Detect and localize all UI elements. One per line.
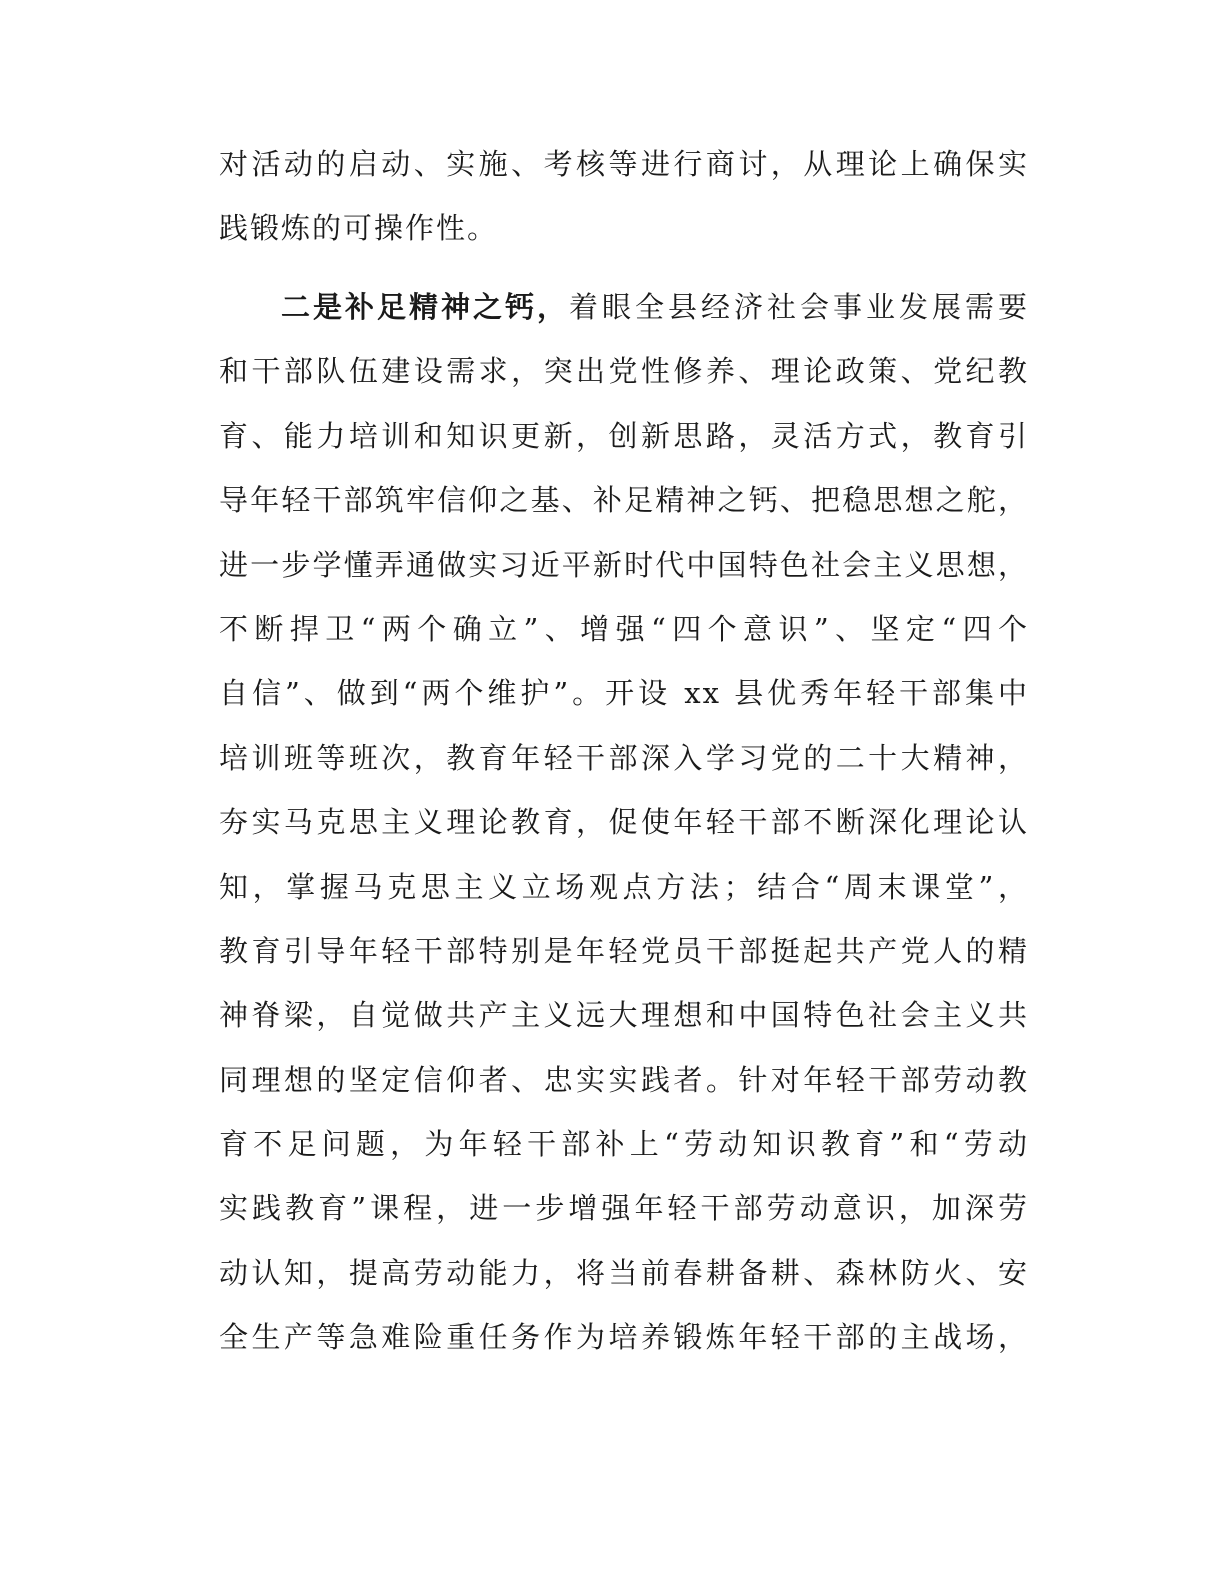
paragraph-first-line bbox=[219, 275, 1029, 339]
paragraph-line: 同理想的坚定信仰者、忠实实践者。针对年轻干部劳动教 bbox=[219, 1062, 1029, 1097]
paragraph-line: 育、能力培训和知识更新，创新思路，灵活方式，教育引 bbox=[219, 418, 1029, 453]
paragraph-line: 进一步学懂弄通做实习近平新时代中国特色社会主义思想， bbox=[219, 547, 1029, 582]
paragraph-line: 导年轻干部筑牢信仰之基、补足精神之钙、把稳思想之舵， bbox=[219, 483, 1029, 518]
paragraph-lead-heading: 二是补足精神之钙， bbox=[281, 290, 569, 324]
paragraph-line: 践锻炼的可操作性。 bbox=[219, 211, 499, 246]
paragraph-line: 神脊梁，自觉做共产主义远大理想和中国特色社会主义共 bbox=[219, 998, 1029, 1033]
paragraph-lead-text: 着眼全县经济社会事业发展需要 bbox=[569, 290, 1029, 324]
paragraph-line: 不断捍卫“两个确立”、增强“四个意识”、坚定“四个 bbox=[219, 611, 1029, 646]
paragraph-line: 动认知，提高劳动能力，将当前春耕备耕、森林防火、安 bbox=[219, 1255, 1029, 1290]
paragraph-2 bbox=[219, 275, 1029, 1370]
paragraph-1 bbox=[219, 132, 1029, 261]
paragraph-line: 知，掌握马克思主义立场观点方法；结合“周末课堂”， bbox=[219, 869, 1029, 904]
paragraph-line: 对活动的启动、实施、考核等进行商讨，从理论上确保实 bbox=[219, 147, 1029, 181]
paragraph-line: 育不足问题，为年轻干部补上“劳动知识教育”和“劳动 bbox=[219, 1127, 1029, 1162]
paragraph-line: 自信”、做到“两个维护”。开设 xx 县优秀年轻干部集中 bbox=[219, 676, 1029, 711]
paragraph-line: 夯实马克思主义理论教育，促使年轻干部不断深化理论认 bbox=[219, 805, 1029, 840]
paragraph-line: 全生产等急难险重任务作为培养锻炼年轻干部的主战场， bbox=[219, 1320, 1029, 1355]
paragraph-line: 实践教育”课程，进一步增强年轻干部劳动意识，加深劳 bbox=[219, 1191, 1029, 1226]
paragraph-line: 教育引导年轻干部特别是年轻党员干部挺起共产党人的精 bbox=[219, 933, 1029, 968]
paragraph-line: 培训班等班次，教育年轻干部深入学习党的二十大精神， bbox=[219, 740, 1029, 775]
paragraph-line: 和干部队伍建设需求，突出党性修养、理论政策、党纪教 bbox=[219, 354, 1029, 389]
